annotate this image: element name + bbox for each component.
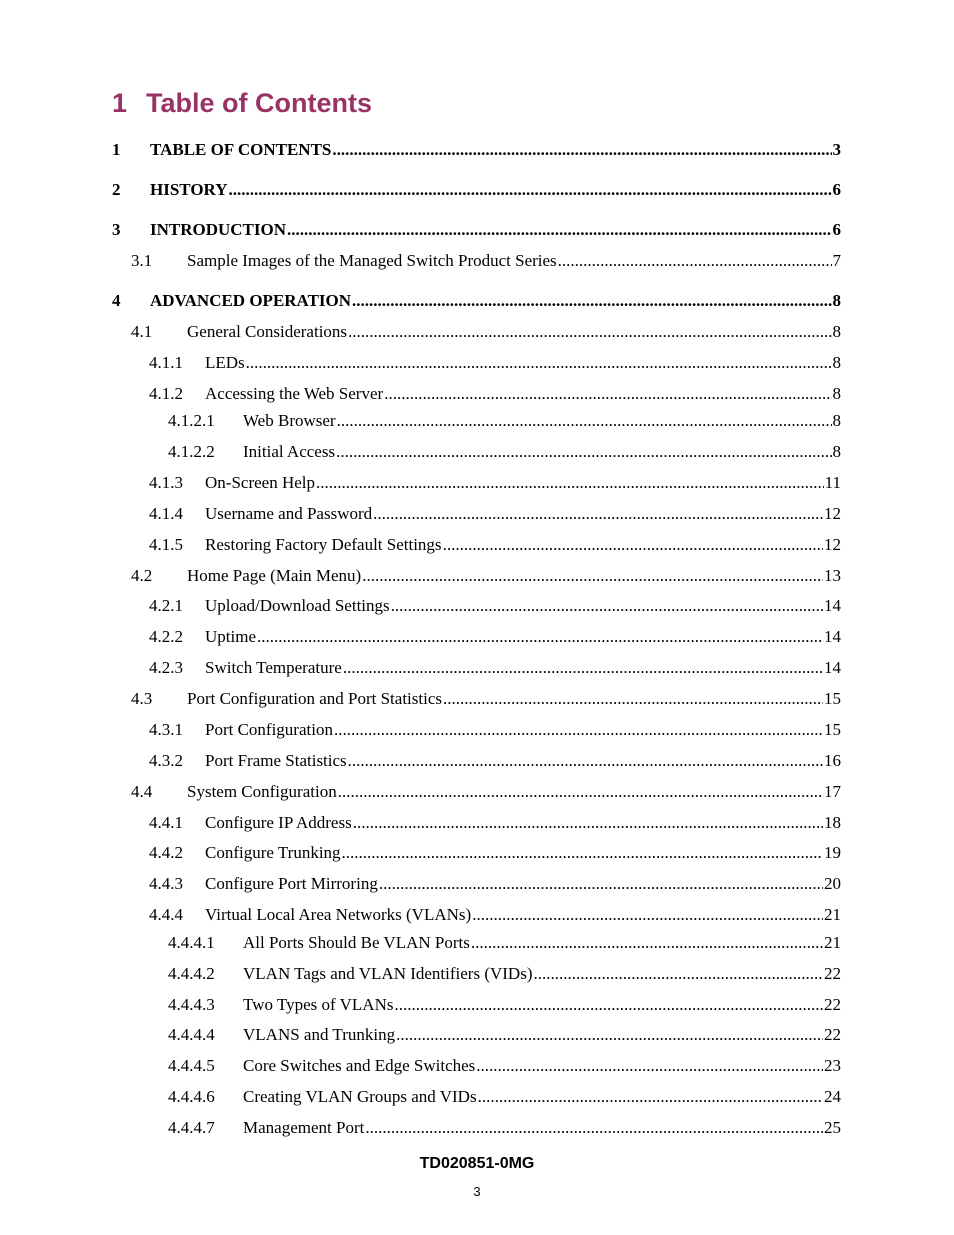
toc-entry[interactable] (149, 843, 841, 867)
toc-entry-page: 16 (824, 751, 841, 770)
toc-entry[interactable] (131, 689, 841, 713)
toc-entry-title: Accessing the Web Server (205, 384, 384, 403)
toc-entry[interactable] (112, 291, 841, 315)
toc-entry-leader (348, 751, 823, 771)
toc-entry-leader (342, 843, 823, 863)
toc-entry-page: 12 (824, 504, 841, 523)
toc-entry-number: 4.4.4.5 (168, 1056, 215, 1075)
toc-entry[interactable] (131, 322, 841, 346)
toc-entry[interactable] (112, 220, 841, 244)
toc-entry-leader (343, 658, 823, 678)
toc-entry-title: All Ports Should Be VLAN Ports (243, 933, 470, 952)
toc-entry[interactable] (149, 627, 841, 651)
toc-entry[interactable] (168, 933, 841, 957)
toc-entry[interactable] (149, 813, 841, 837)
toc-entry-title: LEDs (205, 353, 245, 372)
toc-entry-page: 23 (824, 1056, 841, 1075)
toc-entry-leader (246, 353, 832, 373)
toc-entry-page: 14 (824, 627, 841, 646)
toc-entry-number: 3.1 (131, 251, 153, 270)
toc-entry-leader (396, 1025, 823, 1045)
toc-entry-number: 4.4.4 (149, 905, 183, 924)
toc-entry-leader (362, 566, 823, 586)
toc-entry[interactable] (168, 995, 841, 1019)
toc-entry-number: 4.2.1 (149, 596, 183, 615)
toc-entry-leader (257, 627, 823, 647)
toc-entry-leader (338, 782, 823, 802)
toc-entry-leader (384, 384, 831, 404)
toc-entry-title: ADVANCED OPERATION (150, 291, 352, 310)
toc-entry[interactable] (149, 473, 841, 497)
toc-entry-title: Configure Port Mirroring (205, 874, 378, 893)
toc-entry-number: 4.1.5 (149, 535, 183, 554)
toc-entry-page: 24 (824, 1087, 841, 1106)
toc-entry-leader (472, 905, 823, 925)
toc-entry-number: 1 (112, 140, 121, 159)
toc-entry-leader (353, 813, 823, 833)
toc-entry-title: Creating VLAN Groups and VIDs (243, 1087, 477, 1106)
toc-entry-leader (379, 874, 823, 894)
toc-entry-page: 15 (824, 720, 841, 739)
toc-entry[interactable] (149, 905, 841, 929)
toc-entry-page: 8 (832, 411, 841, 430)
toc-entry[interactable] (168, 411, 841, 435)
toc-entry-number: 2 (112, 180, 121, 199)
toc-entry-number: 4.1.2.2 (168, 442, 215, 461)
toc-entry-number: 4.1.3 (149, 473, 183, 492)
toc-entry-number: 4.3.2 (149, 751, 183, 770)
toc-entry-title: On-Screen Help (205, 473, 315, 492)
toc-entry-page: 3 (832, 140, 841, 159)
toc-entry-page: 22 (824, 1025, 841, 1044)
toc-entry-number: 4.2.3 (149, 658, 183, 677)
toc-entry-page: 25 (824, 1118, 841, 1137)
toc-entry-title: VLAN Tags and VLAN Identifiers (VIDs) (243, 964, 533, 983)
toc-entry-page: 11 (824, 473, 841, 492)
toc-entry-number: 4.4.1 (149, 813, 183, 832)
toc-entry-leader (391, 596, 823, 616)
toc-entry-title: Uptime (205, 627, 256, 646)
toc-entry-title: HISTORY (150, 180, 228, 199)
toc-entry[interactable] (168, 964, 841, 988)
toc-entry-leader (229, 180, 832, 200)
toc-entry-leader (533, 964, 823, 984)
toc-entry-number: 4.4.4.6 (168, 1087, 215, 1106)
toc-entry-page: 17 (824, 782, 841, 801)
toc-entry-title: Upload/Download Settings (205, 596, 390, 615)
toc-entry-page: 14 (824, 596, 841, 615)
toc-entry-title: System Configuration (187, 782, 337, 801)
toc-entry-leader (334, 720, 823, 740)
toc-entry-number: 4.1.2 (149, 384, 183, 403)
toc-entry-page: 15 (824, 689, 841, 708)
footer-document-id: TD020851-0MG (419, 1155, 535, 1172)
toc-entry-leader (352, 291, 831, 311)
toc-entry-title: Virtual Local Area Networks (VLANs) (205, 905, 472, 924)
toc-entry[interactable] (149, 874, 841, 898)
toc-entry[interactable] (149, 751, 841, 775)
toc-heading-number: 1 (112, 88, 128, 118)
toc-entry-title: Username and Password (205, 504, 373, 523)
toc-entry-number: 3 (112, 220, 121, 239)
toc-entry-number: 4.2 (131, 566, 153, 585)
toc-entry-leader (476, 1056, 823, 1076)
toc-entry-title: Port Configuration and Port Statistics (187, 689, 442, 708)
toc-entry-page: 8 (832, 291, 841, 310)
toc-entry-leader (471, 933, 823, 953)
toc-entry-page: 22 (824, 995, 841, 1014)
toc-entry[interactable] (149, 535, 841, 559)
toc-entry-page: 21 (824, 905, 841, 924)
toc-entry-leader (348, 322, 831, 342)
toc-entry[interactable] (149, 504, 841, 528)
toc-entry-leader (373, 504, 823, 524)
toc-entry-title: Management Port (243, 1118, 365, 1137)
toc-entry-page: 12 (824, 535, 841, 554)
toc-entry-title: TABLE OF CONTENTS (150, 140, 332, 159)
toc-entry-leader (558, 251, 832, 271)
toc-entry-title: Port Configuration (205, 720, 333, 739)
toc-entry-title: Configure IP Address (205, 813, 352, 832)
toc-entry-number: 4.1 (131, 322, 153, 341)
toc-entry-title: Core Switches and Edge Switches (243, 1056, 476, 1075)
toc-entry-number: 4.4.4.4 (168, 1025, 215, 1044)
toc-entry-title: Two Types of VLANs (243, 995, 394, 1014)
toc-entry-leader (365, 1118, 823, 1138)
toc-entry[interactable] (112, 180, 841, 204)
toc-entry[interactable] (168, 1087, 841, 1111)
toc-entry-title: Switch Temperature (205, 658, 342, 677)
toc-entry-title: Home Page (Main Menu) (187, 566, 362, 585)
toc-entry-number: 4.4.4.3 (168, 995, 215, 1014)
toc-entry-title: General Considerations (187, 322, 348, 341)
toc-entry-title: VLANS and Trunking (243, 1025, 396, 1044)
toc-entry-leader (443, 535, 823, 555)
toc-entry-leader (332, 140, 831, 160)
toc-entry-leader (478, 1087, 823, 1107)
toc-entry-page: 21 (824, 933, 841, 952)
toc-entry-page: 8 (832, 322, 841, 341)
toc-entry-number: 4.2.2 (149, 627, 183, 646)
toc-entry-page: 13 (824, 566, 841, 585)
toc-entry[interactable] (149, 720, 841, 744)
toc-entry-page: 8 (832, 442, 841, 461)
toc-entry-page: 14 (824, 658, 841, 677)
toc-entry-number: 4.1.2.1 (168, 411, 215, 430)
toc-entry-leader (337, 411, 832, 431)
toc-entry-leader (287, 220, 831, 240)
toc-entry-leader (336, 442, 831, 462)
toc-entry-leader (394, 995, 823, 1015)
toc-entry-title: Initial Access (243, 442, 336, 461)
toc-entry-number: 4.3.1 (149, 720, 183, 739)
toc-entry[interactable] (168, 1056, 841, 1080)
toc-entry-title: Configure Trunking (205, 843, 341, 862)
toc-entry[interactable] (131, 251, 841, 275)
toc-entry-page: 8 (832, 384, 841, 403)
toc-entry-page: 7 (832, 251, 841, 270)
toc-entry-number: 4.4.4.1 (168, 933, 215, 952)
toc-entry-page: 8 (832, 353, 841, 372)
footer-page-number: 3 (473, 1184, 481, 1199)
toc-entry-title: Restoring Factory Default Settings (205, 535, 442, 554)
toc-entry[interactable] (168, 1118, 841, 1142)
toc-entry[interactable] (149, 353, 841, 377)
toc-entry-page: 6 (832, 220, 841, 239)
toc-entry-number: 4.3 (131, 689, 153, 708)
toc-entry-page: 20 (824, 874, 841, 893)
toc-entry-number: 4.1.4 (149, 504, 183, 523)
toc-entry-title: Web Browser (243, 411, 336, 430)
toc-entry[interactable] (112, 140, 841, 164)
toc-entry[interactable] (149, 384, 841, 408)
toc-entry-number: 4.4.4.7 (168, 1118, 215, 1137)
toc-entry-number: 4.4.4.2 (168, 964, 215, 983)
toc-entry-number: 4.4.3 (149, 874, 183, 893)
toc-entry[interactable] (168, 1025, 841, 1049)
toc-entry[interactable] (149, 658, 841, 682)
toc-entry-leader (316, 473, 824, 493)
toc-entry-title: INTRODUCTION (150, 220, 287, 239)
toc-entry[interactable] (131, 782, 841, 806)
toc-heading-title: Table of Contents (146, 88, 372, 118)
toc-entry-number: 4.4.2 (149, 843, 183, 862)
toc-entry-number: 4.4 (131, 782, 153, 801)
toc-entry-page: 22 (824, 964, 841, 983)
toc-entry-title: Sample Images of the Managed Switch Product Series (187, 251, 557, 270)
toc-entry[interactable] (131, 566, 841, 590)
toc-entry-number: 4 (112, 291, 121, 310)
toc-entry[interactable] (149, 596, 841, 620)
toc-entry-page: 6 (832, 180, 841, 199)
toc-entry-page: 18 (824, 813, 841, 832)
toc-entry[interactable] (168, 442, 841, 466)
toc-entry-title: Port Frame Statistics (205, 751, 347, 770)
toc-entry-page: 19 (824, 843, 841, 862)
toc-entry-number: 4.1.1 (149, 353, 183, 372)
toc-entry-leader (443, 689, 823, 709)
